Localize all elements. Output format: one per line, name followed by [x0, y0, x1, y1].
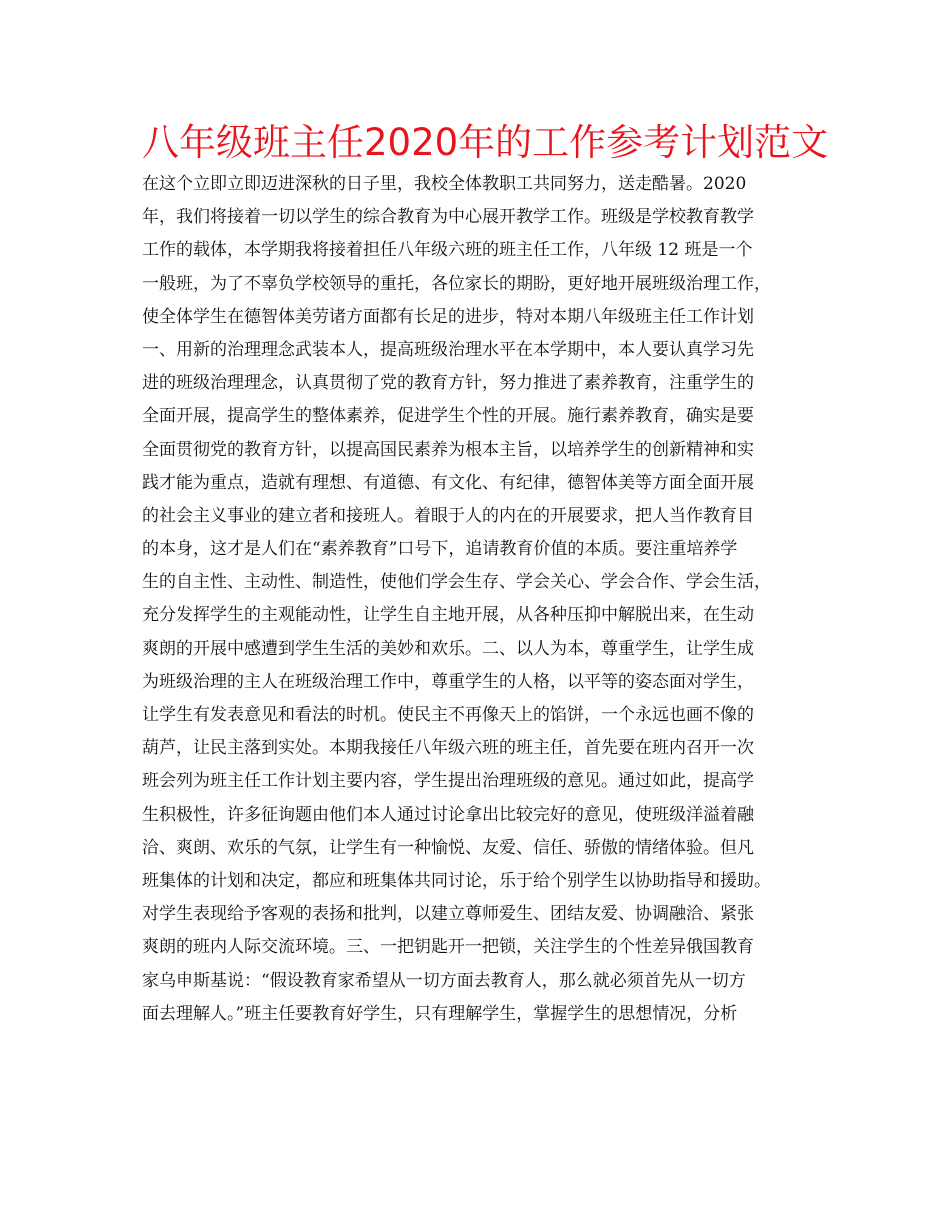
body-line: 生积极性，许多征询题由他们本人通过讨论拿出比较完好的意见，使班级洋溢着融	[142, 804, 754, 825]
body-line: 洽、爽朗、欢乐的气氛，让学生有一种愉悦、友爱、信任、骄傲的情绪体验。但凡	[142, 837, 754, 858]
body-line: 工作的载体，本学期我将接着担任八年级六班的班主任工作，八年级 12 班是一个	[142, 240, 753, 261]
body-line: 为班级治理的主人在班级治理工作中，尊重学生的人格，以平等的姿态面对学生，	[142, 671, 754, 692]
body-line: 班集体的计划和决定，都应和班集体共同讨论，乐于给个别学生以协助指导和援助。	[142, 870, 771, 891]
document-title: 八年级班主任2020年的工作参考计划范文	[142, 121, 829, 164]
body-line: 践才能为重点，造就有理想、有道德、有文化、有纪律，德智体美等方面全面开展	[142, 472, 754, 493]
body-line: 的社会主义事业的建立者和接班人。着眼于人的内在的开展要求，把人当作教育目	[142, 505, 754, 526]
body-line: 让学生有发表意见和看法的时机。使民主不再像天上的馅饼，一个永远也画不像的	[142, 705, 754, 725]
body-line: 对学生表现给予客观的表扬和批判，以建立尊师爱生、团结友爱、协调融洽、紧张	[142, 904, 754, 925]
body-line: 进的班级治理理念，认真贯彻了党的教育方针，努力推进了素养教育，注重学生的	[142, 373, 754, 394]
body-line: 年，我们将接着一切以学生的综合教育为中心展开教学工作。班级是学校教育教学	[142, 207, 754, 228]
body-line: 爽朗的班内人际交流环境。三、一把钥匙开一把锁，关注学生的个性差异俄国教育	[142, 937, 754, 958]
body-line: 爽朗的开展中感遭到学生生活的美妙和欢乐。二、以人为本，尊重学生，让学生成	[142, 638, 754, 659]
body-line: 家乌申斯基说：“假设教育家希望从一切方面去教育人，那么就必须首先从一切方	[142, 970, 746, 991]
body-line: 一、用新的治理理念武装本人，提高班级治理水平在本学期中，本人要认真学习先	[142, 339, 754, 360]
body-line: 面去理解人。”班主任要教育好学生，只有理解学生，掌握学生的思想情况，分析	[142, 1003, 738, 1024]
body-line: 的本身，这才是人们在“素养教育”口号下，追请教育价值的本质。要注重培养学	[142, 539, 738, 560]
body-line: 充分发挥学生的主观能动性，让学生自主地开展，从各种压抑中解脱出来，在生动	[142, 605, 754, 626]
body-line: 使全体学生在德智体美劳诸方面都有长足的进步，特对本期八年级班主任工作计划	[142, 306, 754, 327]
body-line: 葫芦，让民主落到实处。本期我接任八年级六班的班主任，首先要在班内召开一次	[142, 738, 754, 759]
body-line: 全面贯彻党的教育方针，以提高国民素养为根本主旨，以培养学生的创新精神和实	[142, 439, 754, 460]
body-line: 一般班，为了不辜负学校领导的重托，各位家长的期盼，更好地开展班级治理工作，	[142, 273, 771, 294]
body-line: 生的自主性、主动性、制造性，使他们学会生存、学会关心、学会合作、学会生活，	[142, 572, 771, 593]
body-line: 全面开展，提高学生的整体素养，促进学生个性的开展。施行素养教育，确实是要	[142, 406, 754, 427]
body-line: 在这个立即立即迈进深秋的日子里，我校全体教职工共同努力，送走酷暑。2020	[142, 174, 747, 194]
body-line: 班会列为班主任工作计划主要内容，学生提出治理班级的意见。通过如此，提高学	[142, 771, 754, 792]
document-body	[142, 168, 822, 1031]
